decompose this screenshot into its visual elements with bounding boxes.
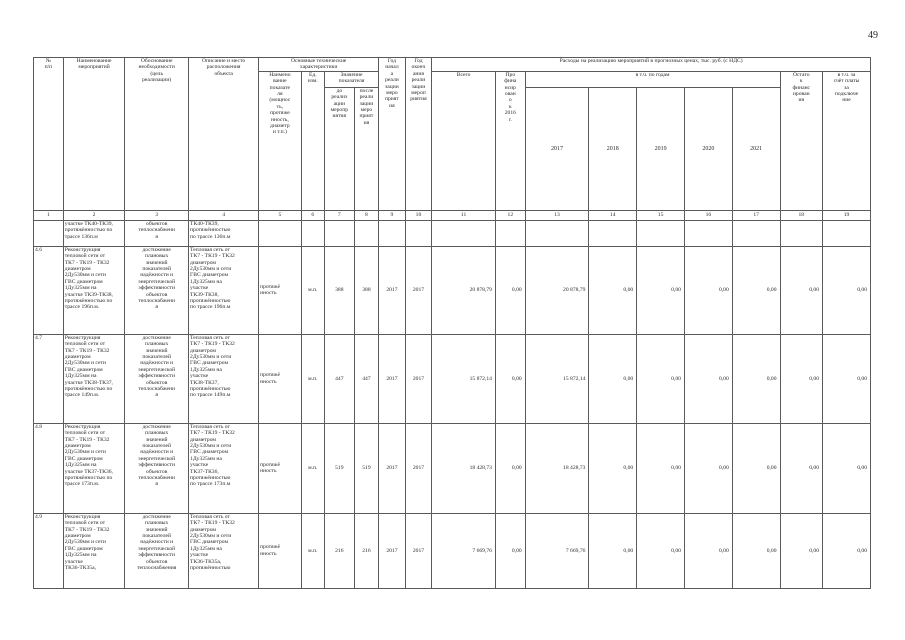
col-number: 13 (525, 210, 589, 220)
header-year-start: Год начал а реали зации меро прият ия (379, 58, 406, 211)
cell-empty (589, 220, 637, 246)
cell-2017: 7 669,76 (525, 513, 589, 588)
table-row (34, 246, 871, 334)
cell-empty (354, 220, 378, 246)
cell-connection: 0,00 (823, 423, 871, 513)
cell-2018: 0,00 (589, 246, 637, 334)
cell-empty (495, 220, 525, 246)
col-number: 4 (189, 210, 259, 220)
table-row (34, 423, 871, 513)
cell-2020: 0,00 (684, 334, 732, 423)
header-year-end: Год оконч ания реали зации мероп риятия (405, 58, 432, 211)
cell-after: 388 (354, 246, 378, 334)
cell-2018: 0,00 (589, 334, 637, 423)
investment-table (33, 57, 871, 589)
cell-financed: 0,00 (495, 513, 525, 588)
col-number: 19 (823, 210, 871, 220)
cell-empty (525, 220, 589, 246)
cell-total: 20 878,79 (432, 246, 496, 334)
cell-spec: протяжё нность (259, 423, 301, 513)
cell-before: 519 (324, 423, 354, 513)
header-num: № п/п (34, 58, 64, 211)
cell-justification: достижение плановых значений показателей надёжности и энергетической эффективности объектов теплоснабжения (125, 513, 189, 588)
header-connection: в т.ч. за счёт платы за подключе ние (823, 71, 871, 210)
cell-empty (732, 220, 780, 246)
cell-description: Тепловая сеть от ТК7 - ТК19 - ТК32 диаметром 2Ду530мм и сети ГВС диаметром 1Ду325мм на участке ТК39-ТК38, протяжённостью по трассе 196п.м (189, 246, 259, 334)
cell-2017: 18 428,73 (525, 423, 589, 513)
cell-2021: 0,00 (732, 334, 780, 423)
cell-after: 519 (354, 423, 378, 513)
cell-empty (324, 220, 354, 246)
header-by-years: в т.ч. по годам (525, 71, 780, 87)
cell-justification: объектов теплоснабжени я (125, 220, 189, 246)
cell-description: ТК40-ТК39, протяжённостью по трассе 136п.м (189, 220, 259, 246)
cell-remain: 0,00 (780, 513, 822, 588)
cell-spec: протяжё нность (259, 513, 301, 588)
cell-description: Тепловая сеть от ТК7 - ТК19 - ТК32 диаметром 2Ду530мм и сети ГВС диаметром 1Ду325мм на участке ТК36-ТК35а, протяжённостью (189, 513, 259, 588)
cell-justification: достижение плановых значений показателей надёжности и энергетической эффективности объектов теплоснабжени я (125, 246, 189, 334)
cell-year-start: 2017 (379, 334, 406, 423)
header-year-2017: 2017 (525, 87, 589, 210)
cell-remain: 0,00 (780, 423, 822, 513)
header-total: Всего (432, 71, 496, 210)
cell-2018: 0,00 (589, 513, 637, 588)
cell-year-end: 2017 (405, 246, 432, 334)
cell-before: 388 (324, 246, 354, 334)
cell-total: 7 669,76 (432, 513, 496, 588)
col-number: 9 (379, 210, 406, 220)
cell-2019: 0,00 (637, 513, 685, 588)
col-number: 5 (259, 210, 301, 220)
cell-spec: протяжё нность (259, 334, 301, 423)
cell-num: 4.7 (34, 334, 64, 423)
cell-2019: 0,00 (637, 334, 685, 423)
col-number: 18 (780, 210, 822, 220)
col-number: 3 (125, 210, 189, 220)
header-value: Значение показателя (324, 71, 378, 87)
cell-num: 4.9 (34, 513, 64, 588)
col-number: 15 (637, 210, 685, 220)
cell-total: 18 428,73 (432, 423, 496, 513)
cell-financed: 0,00 (495, 246, 525, 334)
cell-before: 447 (324, 334, 354, 423)
cell-remain: 0,00 (780, 334, 822, 423)
header-remain: Остато к финанс ирован ия (780, 71, 822, 210)
cell-connection: 0,00 (823, 513, 871, 588)
cell-after: 216 (354, 513, 378, 588)
col-number: 7 (324, 210, 354, 220)
cell-num (34, 220, 64, 246)
cell-financed: 0,00 (495, 334, 525, 423)
col-number: 11 (432, 210, 496, 220)
header-unit: Ед. изм. (301, 71, 324, 210)
cell-justification: достижение плановых значений показателей надёжности и энергетической эффективности объектов теплоснабжени я (125, 334, 189, 423)
cell-spec: протяжё нность (259, 246, 301, 334)
header-justification: Обоснование необходимости (цель реализации) (125, 58, 189, 211)
cell-year-start: 2017 (379, 513, 406, 588)
cell-remain: 0,00 (780, 246, 822, 334)
cell-empty (684, 220, 732, 246)
page-number: 49 (868, 30, 878, 41)
col-number: 14 (589, 210, 637, 220)
cell-connection: 0,00 (823, 246, 871, 334)
cell-num: 4.6 (34, 246, 64, 334)
header-year-2020: 2020 (684, 87, 732, 210)
header-financed: Про фина нсир ован о к 2016 г. (495, 71, 525, 210)
table-row (34, 513, 871, 588)
header-year-2021: 2021 (732, 87, 780, 210)
cell-2018: 0,00 (589, 423, 637, 513)
cell-description: Тепловая сеть от ТК7 - ТК19 - ТК32 диаметром 2Ду530мм и сети ГВС диаметром 1Ду325мм на участке ТК37-ТК36, протяжённостью по трассе 173п.м (189, 423, 259, 513)
header-after: после реали зации меро прият ия (354, 87, 378, 210)
header-name: Наименование мероприятий (63, 58, 125, 211)
cell-empty (780, 220, 822, 246)
header-before: до реализ ации меропр иятия (324, 87, 354, 210)
col-number: 10 (405, 210, 432, 220)
cell-2019: 0,00 (637, 246, 685, 334)
cell-empty (823, 220, 871, 246)
col-number: 12 (495, 210, 525, 220)
cell-2021: 0,00 (732, 423, 780, 513)
cell-empty (259, 220, 301, 246)
cell-total: 15 872,14 (432, 334, 496, 423)
header-year-2018: 2018 (589, 87, 637, 210)
cell-name: Реконструкция тепловой сети от ТК7 - ТК19 - ТК32 диаметром 2Ду530мм и сети ГВС диаметром 1Ду325мм на участке ТК37-ТК36, протяжённостью по трассе 173п.м. (63, 423, 125, 513)
cell-2021: 0,00 (732, 513, 780, 588)
cell-after: 447 (354, 334, 378, 423)
cell-empty (379, 220, 406, 246)
cell-unit: м.п. (301, 246, 324, 334)
cell-2020: 0,00 (684, 246, 732, 334)
cell-empty (637, 220, 685, 246)
header-description: Описание и место расположения объекта (189, 58, 259, 211)
cell-2017: 15 872,14 (525, 334, 589, 423)
cell-name: Реконструкция тепловой сети от ТК7 - ТК19 - ТК32 диаметром 2Ду530мм и сети ГВС диаметром 1Ду325мм на участке ТК39-ТК38, протяжённостью по трассе 196п.м. (63, 246, 125, 334)
cell-year-end: 2017 (405, 423, 432, 513)
col-number: 1 (34, 210, 64, 220)
cell-connection: 0,00 (823, 334, 871, 423)
cell-year-start: 2017 (379, 246, 406, 334)
cell-unit: м.п. (301, 334, 324, 423)
header-main-specs: Основные технические характеристики (259, 58, 379, 72)
cell-2020: 0,00 (684, 423, 732, 513)
cell-empty (405, 220, 432, 246)
header-spec-name: Наимено вание показате ля (мощнос ть, протяже нность, диаметр и т.п.) (259, 71, 301, 210)
cell-year-end: 2017 (405, 334, 432, 423)
continued-row (34, 220, 871, 246)
cell-unit: м.п. (301, 423, 324, 513)
cell-2020: 0,00 (684, 513, 732, 588)
col-number: 6 (301, 210, 324, 220)
table-body (34, 220, 871, 246)
cell-2019: 0,00 (637, 423, 685, 513)
column-number-row (34, 210, 871, 220)
cell-num: 4.8 (34, 423, 64, 513)
cell-justification: достижение плановых значений показателей надёжности и энергетической эффективности объектов теплоснабжени я (125, 423, 189, 513)
cell-year-start: 2017 (379, 423, 406, 513)
cell-before: 216 (324, 513, 354, 588)
cell-2017: 20 878,79 (525, 246, 589, 334)
col-number: 16 (684, 210, 732, 220)
header-costs: Расходы на реализацию мероприятий в прогнозных ценах, тыс. руб. (с НДС) (432, 58, 871, 72)
table-row (34, 334, 871, 423)
cell-name: Реконструкция тепловой сети от ТК7 - ТК19 - ТК32 диаметром 2Ду530мм и сети ГВС диаметром 1Ду325мм на участке ТК38-ТК37, протяжённостью по трассе 149п.м. (63, 334, 125, 423)
col-number: 2 (63, 210, 125, 220)
cell-2021: 0,00 (732, 246, 780, 334)
cell-unit: м.п. (301, 513, 324, 588)
table-header (34, 58, 871, 221)
cell-year-end: 2017 (405, 513, 432, 588)
cell-empty (432, 220, 496, 246)
cell-financed: 0,00 (495, 423, 525, 513)
cell-name: Реконструкция тепловой сети от ТК7 - ТК19 - ТК32 диаметром 2Ду530мм и сети ГВС диаметром 1Ду325мм на участке ТК36-ТК35а, (63, 513, 125, 588)
col-number: 17 (732, 210, 780, 220)
cell-description: Тепловая сеть от ТК7 - ТК19 - ТК32 диаметром 2Ду530мм и сети ГВС диаметром 1Ду325мм на участке ТК38-ТК37, протяжённостью по трассе 149п.м (189, 334, 259, 423)
cell-empty (301, 220, 324, 246)
table-rows (34, 246, 871, 588)
cell-name: участке ТК40-ТК39, протяжённостью по трассе 136п.м (63, 220, 125, 246)
col-number: 8 (354, 210, 378, 220)
header-year-2019: 2019 (637, 87, 685, 210)
